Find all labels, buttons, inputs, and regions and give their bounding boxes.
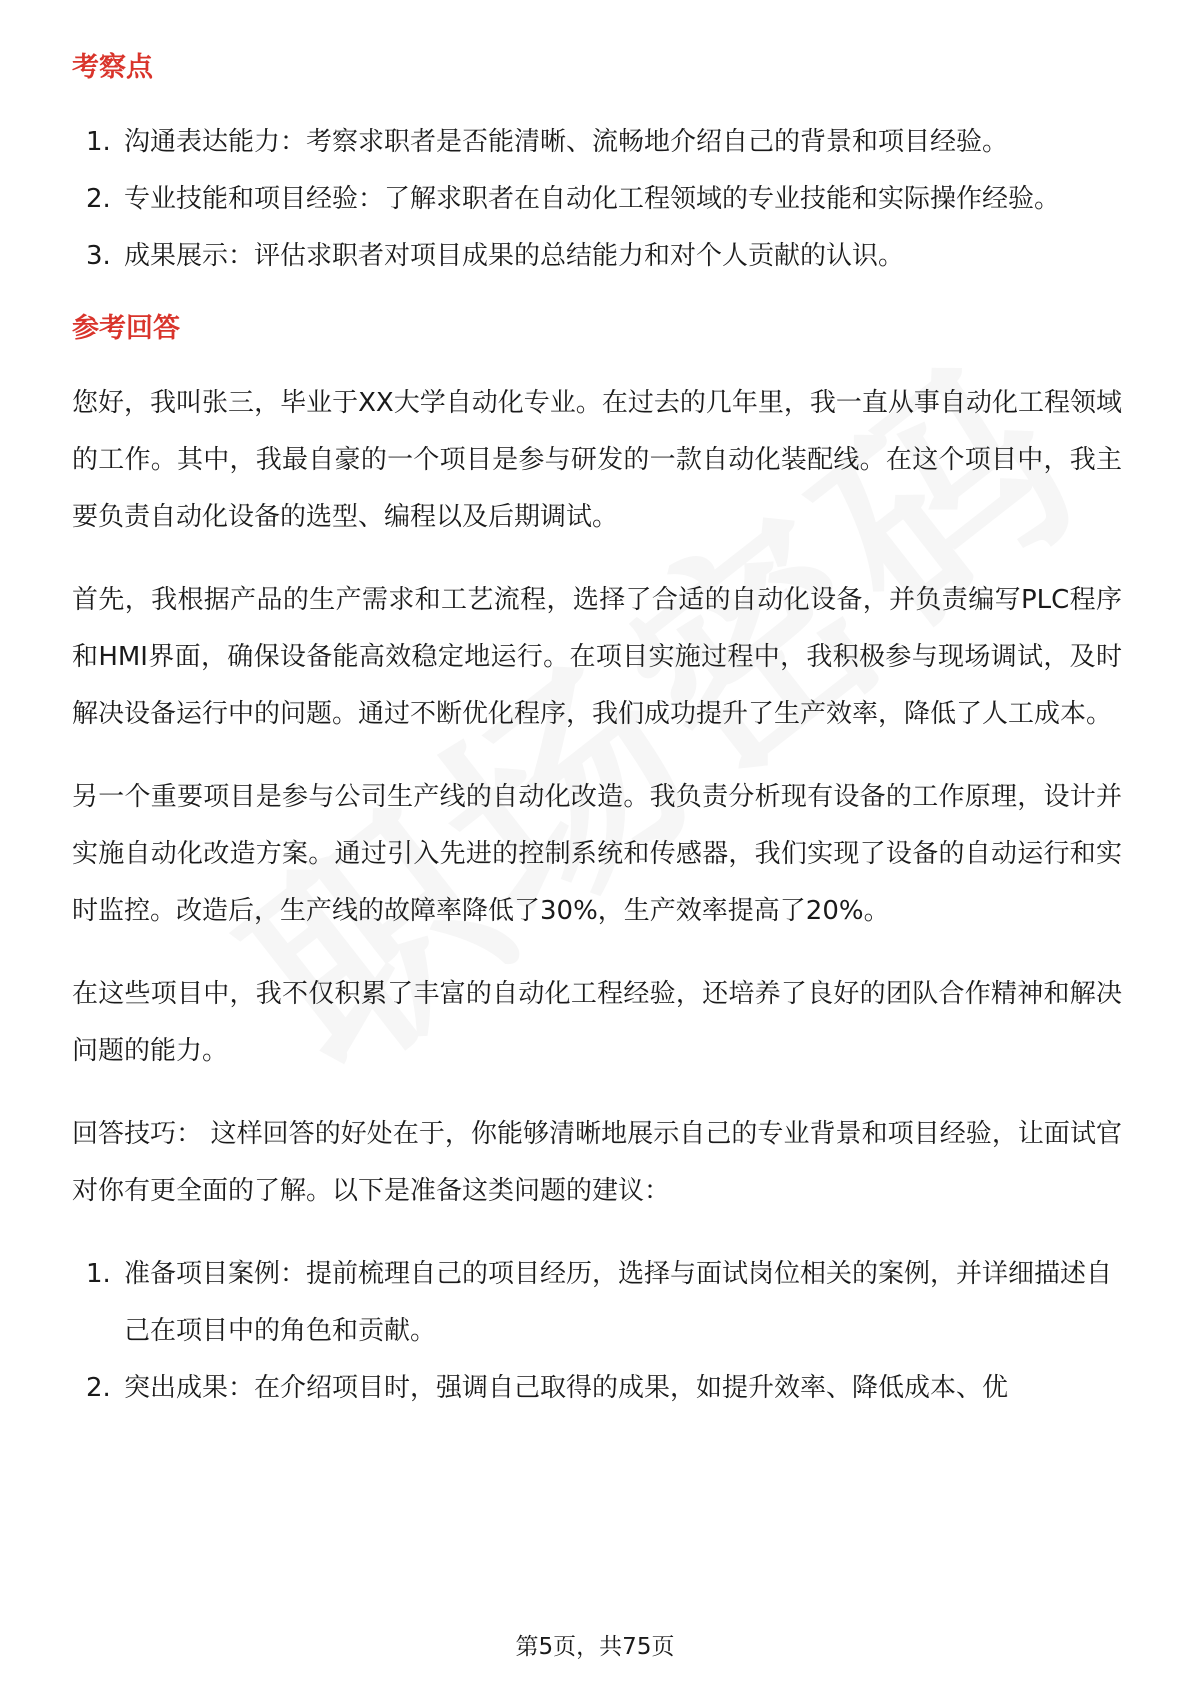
list-item — [72, 1246, 1122, 1360]
list-item-number: 1. — [86, 1259, 111, 1289]
list-item-text: 准备项目案例：提前梳理自己的项目经历，选择与面试岗位相关的案例，并详细描述自己在项目中的角色和贡献。 — [124, 1259, 1113, 1346]
page-content — [72, 48, 1122, 1417]
list-item-text: 沟通表达能力：考察求职者是否能清晰、流畅地介绍自己的背景和项目经验。 — [124, 127, 1009, 157]
page-footer: 第5页，共75页 — [515, 1634, 675, 1660]
list-item-number: 2. — [86, 184, 111, 214]
list-item — [72, 171, 1122, 228]
list-item — [72, 228, 1122, 285]
answer-paragraph: 另一个重要项目是参与公司生产线的自动化改造。我负责分析现有设备的工作原理，设计并实施自动化改造方案。通过引入先进的控制系统和传感器，我们实现了设备的自动运行和实时监控。改造后，生产线的故障率降低了30%，生产效率提高了20%。 — [72, 782, 1122, 926]
list-item-text: 突出成果：在介绍项目时，强调自己取得的成果，如提升效率、降低成本、优 — [124, 1373, 1009, 1403]
tips-intro-paragraph: 回答技巧： 这样回答的好处在于，你能够清晰地展示自己的专业背景和项目经验，让面试官对你有更全面的了解。以下是准备这类问题的建议： — [72, 1119, 1122, 1206]
answer-paragraph: 首先，我根据产品的生产需求和工艺流程，选择了合适的自动化设备，并负责编写PLC程序和HMI界面，确保设备能高效稳定地运行。在项目实施过程中，我积极参与现场调试，及时解决设备运行中的问题。通过不断优化程序，我们成功提升了生产效率，降低了人工成本。 — [72, 585, 1122, 729]
points-list — [72, 114, 1122, 285]
section-heading-answer: 参考回答 — [72, 313, 180, 344]
list-item — [72, 1360, 1122, 1417]
list-item-number: 2. — [86, 1373, 111, 1403]
section-heading-points: 考察点 — [72, 52, 153, 83]
list-item-text: 成果展示：评估求职者对项目成果的总结能力和对个人贡献的认识。 — [124, 241, 905, 271]
answer-paragraph: 您好，我叫张三，毕业于XX大学自动化专业。在过去的几年里，我一直从事自动化工程领域的工作。其中，我最自豪的一个项目是参与研发的一款自动化装配线。在这个项目中，我主要负责自动化设备的选型、编程以及后期调试。 — [72, 388, 1122, 532]
list-item — [72, 114, 1122, 171]
tips-list — [72, 1246, 1122, 1417]
list-item-number: 3. — [86, 241, 111, 271]
list-item-text: 专业技能和项目经验：了解求职者在自动化工程领域的专业技能和实际操作经验。 — [124, 184, 1061, 214]
answer-paragraph: 在这些项目中，我不仅积累了丰富的自动化工程经验，还培养了良好的团队合作精神和解决问题的能力。 — [72, 979, 1122, 1066]
list-item-number: 1. — [86, 127, 111, 157]
